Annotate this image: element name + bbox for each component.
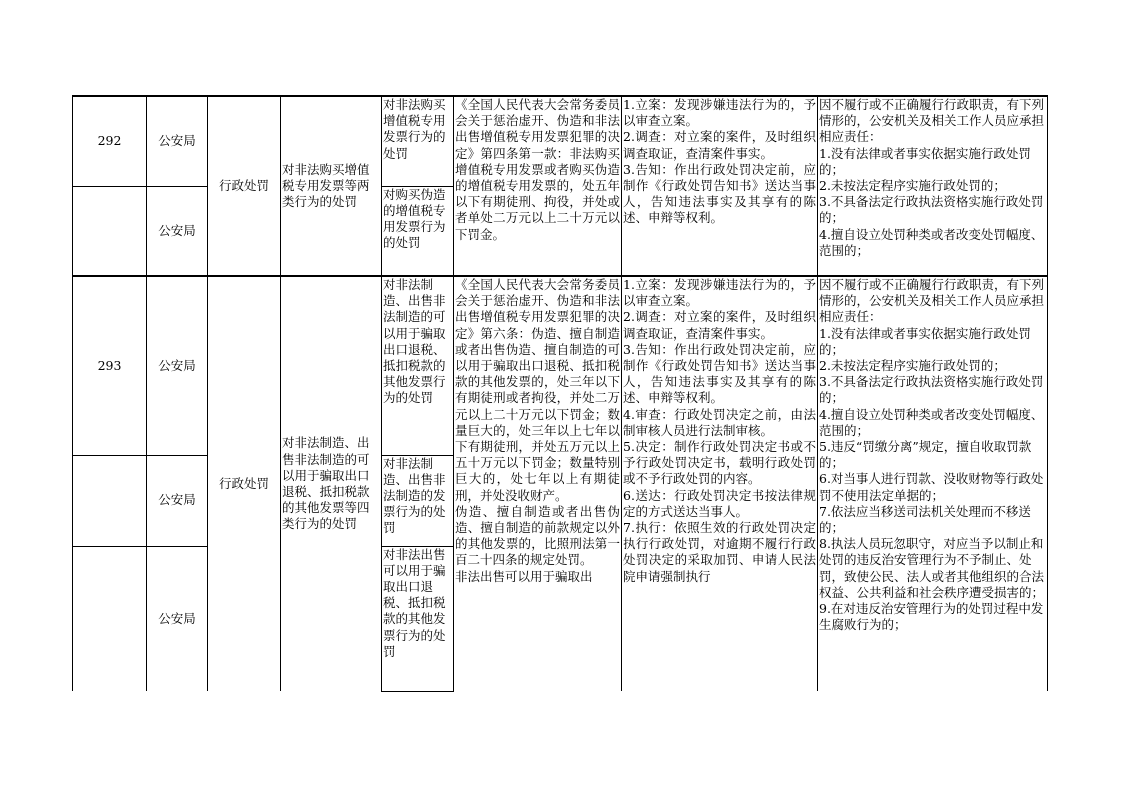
sub-item-cell: 对非法制造、出售非法制造的发票行为的处罚 [382,455,454,546]
procedure-cell: 1.立案：发现涉嫌违法行为的，予以审查立案。 2.调查：对立案的案件，及时组织调查取证，查清案件事实。 3.告知：作出行政处罚决定前，应制作《行政处罚告知书》送达当事人，告知违法事实及其享有的陈述、申辩等权利。 4.审查：行政处罚决定之前，由法制审核人员进行法制审核。 5.决定：制作行政处罚决定书或不予行政处罚决定书，载明行政处罚或不予行政处罚的内容。 6.送达：行政处罚决定书按法律规定的方式送达当事人。 7.执行：依照生效的行政处罚决定执行行政处罚，对逾期不履行行政处罚决定的采取加罚、申请人民法院申请强制执行 [622,276,818,691]
sub-item-cell: 对购买伪造的增值税专用发票行为的处罚 [382,186,454,276]
item-number-empty [73,186,147,276]
department-cell: 公安局 [147,96,208,186]
legal-basis-cell: 《全国人民代表大会常务委员会关于惩治虚开、伪造和非法出售增值税专用发票犯罪的决定》第六条：伪造、擅自制造或者出售伪造、擅自制造的可以用于骗取出口退税、抵扣税款的其他发票的，处三年以下有期徒刑或者拘役，并处二万元以上二十万元以下罚金；数量巨大的，处三年以上七年以下有期徒刑，并处五万元以上五十万元以下罚金；数量特别巨大的，处七年以上有期徒刑，并处没收财产。 伪造、擅自制造或者出售伪造、擅自制造的前款规定以外的其他发票的，比照刑法第一百二十四条的规定处罚。 非法出售可以用于骗取出 [454,276,622,691]
penalty-type-cell: 行政处罚 [208,96,281,276]
procedure-cell: 1.立案：发现涉嫌违法行为的，予以审查立案。 2.调查：对立案的案件，及时组织调查取证，查清案件事实。 3.告知：作出行政处罚决定前，应制作《行政处罚告知书》送达当事人，告知违法事实及其享有的陈述、申辩等权利。 [622,96,818,276]
sub-item-cell: 对非法制造、出售非法制造的可以用于骗取出口退税、抵扣税款的其他发票行为的处罚 [382,276,454,455]
item-number-empty [73,546,147,691]
item-name-cell: 对非法购买增值税专用发票等两类行为的处罚 [281,96,382,276]
item-number: 292 [73,96,147,186]
item-number-empty [73,455,147,546]
item-name-cell: 对非法制造、出售非法制造的可以用于骗取出口退税、抵扣税款的其他发票等四类行为的处罚 [281,276,382,691]
sub-item-cell: 对非法购买增值税专用发票行为的处罚 [382,96,454,186]
department-cell: 公安局 [147,186,208,276]
penalty-type-cell: 行政处罚 [208,276,281,691]
sub-item-cell: 对非法出售可以用于骗取出口退税、抵扣税款的其他发票行为的处罚 [382,546,454,691]
responsibility-cell: 因不履行或不正确履行行政职责，有下列情形的，公安机关及相关工作人员应承担相应责任： 1.没有法律或者事实依据实施行政处罚的； 2.未按法定程序实施行政处罚的； 3.不具备法定行政执法资格实施行政处罚的； 4.擅自设立处罚种类或者改变处罚幅度、范围的； 5.违反“罚缴分离”规定，擅自收取罚款的； 6.对当事人进行罚款、没收财物等行政处罚不使用法定单据的； 7.依法应当移送司法机关处理而不移送的； 8.执法人员玩忽职守，对应当予以制止和处罚的违反治安管理行为不予制止、处罚，致使公民、法人或者其他组织的合法权益、公共利益和社会秩序遭受损害的； 9.在对违反治安管理行为的处罚过程中发生腐败行为的； [818,276,1048,691]
power-list-table [72,95,1048,692]
responsibility-cell: 因不履行或不正确履行行政职责，有下列情形的，公安机关及相关工作人员应承担相应责任： 1.没有法律或者事实依据实施行政处罚的； 2.未按法定程序实施行政处罚的； 3.不具备法定行政执法资格实施行政处罚的； 4.擅自设立处罚种类或者改变处罚幅度、范围的； [818,96,1048,276]
department-cell: 公安局 [147,455,208,546]
item-number: 293 [73,276,147,455]
department-cell: 公安局 [147,276,208,455]
legal-basis-cell: 《全国人民代表大会常务委员会关于惩治虚开、伪造和非法出售增值税专用发票犯罪的决定》第四条第一款：非法购买增值税专用发票或者购买伪造的增值税专用发票的，处五年以下有期徒刑、拘役，并处或者单处二万元以上二十万元以下罚金。 [454,96,622,276]
department-cell: 公安局 [147,546,208,691]
